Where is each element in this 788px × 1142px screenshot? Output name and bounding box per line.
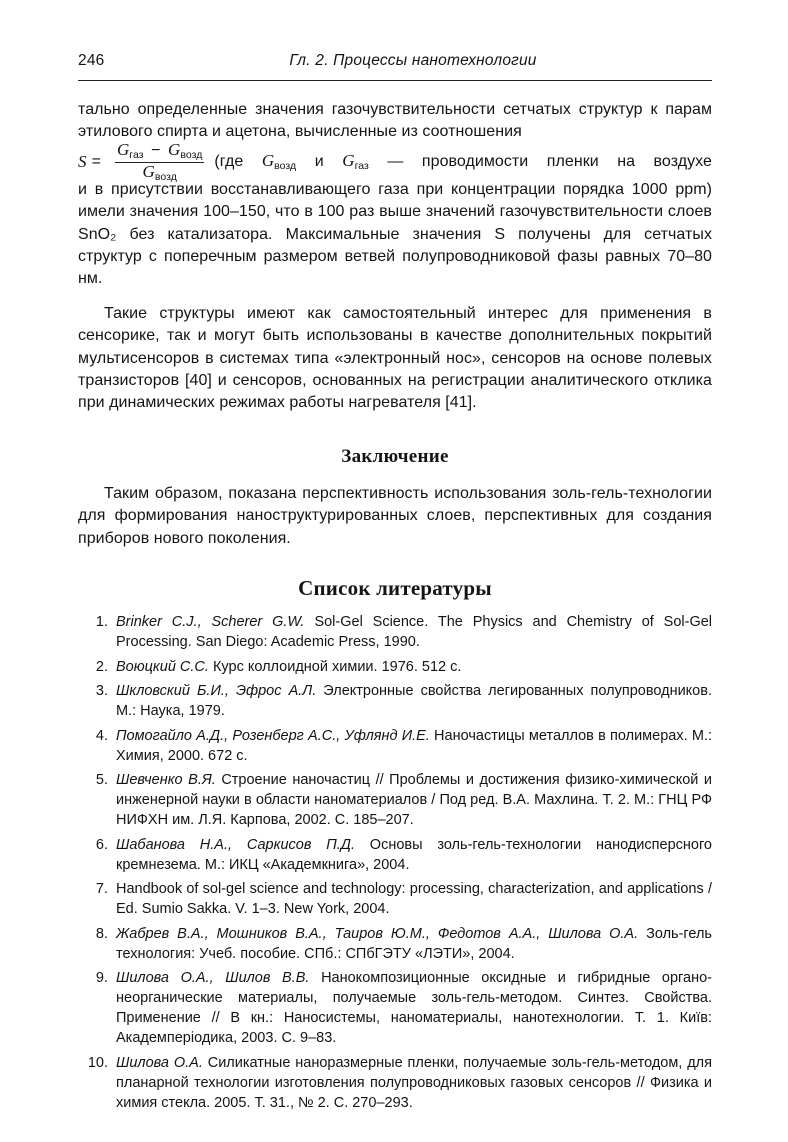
reference-number: 7. xyxy=(95,881,108,898)
reference-authors: Шилова О.А. xyxy=(116,1054,203,1071)
formula-minus: − xyxy=(151,141,161,159)
reference-item xyxy=(78,726,712,766)
formula-symbol-s: S xyxy=(78,151,87,171)
reference-authors: Жабрев В.А., Мошников В.А., Таиров Ю.М., Федотов А.А., Шилова О.А. xyxy=(116,925,639,942)
reference-text xyxy=(116,968,712,1048)
reference-description: Основы золь-гель-технологии нанодисперсного кремнезема. М.: ИКЦ «Академкнига», 2004. xyxy=(116,836,712,873)
formula-note-suffix: — проводимости пленки на воздухе xyxy=(387,152,712,170)
chapter-running-title: Гл. 2. Процессы нанотехнологии xyxy=(289,52,537,69)
reference-description: Нанокомпозиционные оксидные и гибридные органо-неорганические материалы, получаемые золь-гель-методом. Синтез. Свойства. Применение // В кн.: Наносистемы, наноматериалы, нанотехнологии. Т. 1. Київ: Академперіодика, 2003. С. 9–83. xyxy=(116,970,712,1047)
opening-paragraph xyxy=(78,99,712,291)
conclusion-paragraph: Таким образом, показана перспективность использования золь-гель-технологии для формирования наноструктурированных слоев, перспективных для создания приборов нового поколения. xyxy=(78,484,712,547)
formula-note-and: и xyxy=(314,152,324,170)
reference-item xyxy=(78,681,712,721)
reference-authors: Brinker C.J., Scherer G.W. xyxy=(116,614,305,631)
reference-number: 3. xyxy=(95,683,108,700)
reference-authors: Шкловский Б.И., Эфрос А.Л. xyxy=(116,683,317,700)
reference-item xyxy=(78,770,712,830)
reference-item xyxy=(78,968,712,1048)
reference-text xyxy=(116,924,712,964)
formula-note-g-gas: G xyxy=(342,150,355,170)
reference-description: Курс коллоидной химии. 1976. 512 с. xyxy=(208,658,462,675)
reference-text xyxy=(116,657,712,677)
sensitivity-formula-line xyxy=(78,139,712,183)
reference-item xyxy=(78,924,712,964)
reference-number: 9. xyxy=(95,970,108,987)
fraction-numerator xyxy=(115,139,204,163)
formula-note-subscript-gas: газ xyxy=(354,159,369,172)
reference-item xyxy=(78,879,712,919)
reference-authors: Воюцкий С.С. xyxy=(116,658,209,675)
subscript-gas: газ xyxy=(129,148,144,161)
reference-authors: Шилова О.А., Шилов В.В. xyxy=(116,970,310,987)
reference-number: 1. xyxy=(95,614,108,631)
reference-authors: Помогайло А.Д., Розенберг А.С., Уфлянд И.Е. xyxy=(116,727,430,744)
formula-explanation xyxy=(214,150,712,174)
reference-description: Sol-Gel Science. The Physics and Chemistry of Sol-Gel Processing. San Diego: Academic Press, 1990. xyxy=(116,614,713,651)
reference-item xyxy=(78,657,712,677)
reference-text xyxy=(116,835,712,875)
page-number: 246 xyxy=(78,52,105,69)
reference-description: Handbook of sol-gel science and technology: processing, characterization, and applications / Ed. Sumio Sakka. V. 1–3. New York, 2004. xyxy=(116,881,712,918)
reference-description: Золь-гель технология: Учеб. пособие. СПб.: СПбГЭТУ «ЛЭТИ», 2004. xyxy=(116,925,712,962)
running-head xyxy=(78,52,712,81)
reference-item xyxy=(78,1053,712,1113)
reference-text xyxy=(116,726,712,766)
numerator-g-gas: G xyxy=(116,139,130,159)
denominator-g-air: G xyxy=(142,161,155,181)
reference-text xyxy=(116,681,712,721)
numerator-g-air: G xyxy=(168,139,181,159)
subscript-air: возд xyxy=(180,148,203,161)
reference-text xyxy=(116,879,712,919)
references-heading: Список литературы xyxy=(298,576,492,601)
conclusion-heading: Заключение xyxy=(341,445,449,467)
reference-item xyxy=(78,612,712,652)
reference-authors: Шабанова Н.А., Саркисов П.Д. xyxy=(116,836,355,853)
sensitivity-fraction xyxy=(115,139,204,183)
reference-text xyxy=(116,770,712,830)
reference-description: Электронные свойства легированных полупроводников. М.: Наука, 1979. xyxy=(116,683,712,720)
reference-list xyxy=(78,612,712,1113)
reference-number: 6. xyxy=(95,836,108,853)
opening-continuation: и в присутствии восстанавливающего газа при концентрации порядка 1000 ppm) имели значения 100–150, что в 100 раз выше значений газочувствительности слоев SnO₂ без катализатора. Максимальные значения S получены для сетчатых структур с поперечным размером ветвей полупроводниковой фазы равных 70–80 нм. xyxy=(78,180,712,288)
opening-text: тально определенные значения газочувствительности сетчатых структур к парам этилового спирта и ацетона, вычисленные из соотношения xyxy=(78,101,712,141)
formula-note-prefix: (где xyxy=(214,152,244,170)
formula-note-g-air: G xyxy=(261,150,275,170)
applications-paragraph: Такие структуры имеют как самостоятельный интерес для применения в сенсорике, так и могут быть использованы в качестве дополнительных покрытий мультисенсоров в системах типа «электронный нос», сенсоров на основе полевых транзисторов [40] и сенсоров, основанных на регистрации аналитического отклика при динамических режимах работы нагревателя [41]. xyxy=(78,304,712,412)
denominator-subscript-air: возд xyxy=(154,170,177,183)
formula-note-subscript-air: возд xyxy=(274,159,297,172)
reference-text xyxy=(116,1053,712,1113)
reference-authors: Шевченко В.Я. xyxy=(116,772,216,789)
reference-description: Строение наночастиц // Проблемы и достижения физико-химической и инженерной науки в области наноматериалов / Под ред. В.А. Махлина. Т. 2. М.: ГНЦ РФ НИФХН им. Л.Я. Карпова, 2002. С. 185–207. xyxy=(116,772,713,829)
reference-number: 10. xyxy=(87,1054,108,1071)
reference-description: Наночастицы металлов в полимерах. М.: Химия, 2000. 672 с. xyxy=(116,727,712,764)
reference-number: 8. xyxy=(95,925,108,942)
reference-description: Силикатные наноразмерные пленки, получаемые золь-гель-методом, для планарной технологии изготовления полупроводниковых газовых сенсоров // Физика и химия стекла. 2005. Т. 31., № 2. С. 270–293. xyxy=(116,1054,712,1111)
reference-item xyxy=(78,835,712,875)
formula-equals: = xyxy=(91,152,101,170)
reference-number: 2. xyxy=(95,658,108,675)
book-page xyxy=(78,52,712,1113)
reference-number: 4. xyxy=(95,727,108,744)
reference-text xyxy=(116,612,712,652)
reference-number: 5. xyxy=(95,772,108,789)
